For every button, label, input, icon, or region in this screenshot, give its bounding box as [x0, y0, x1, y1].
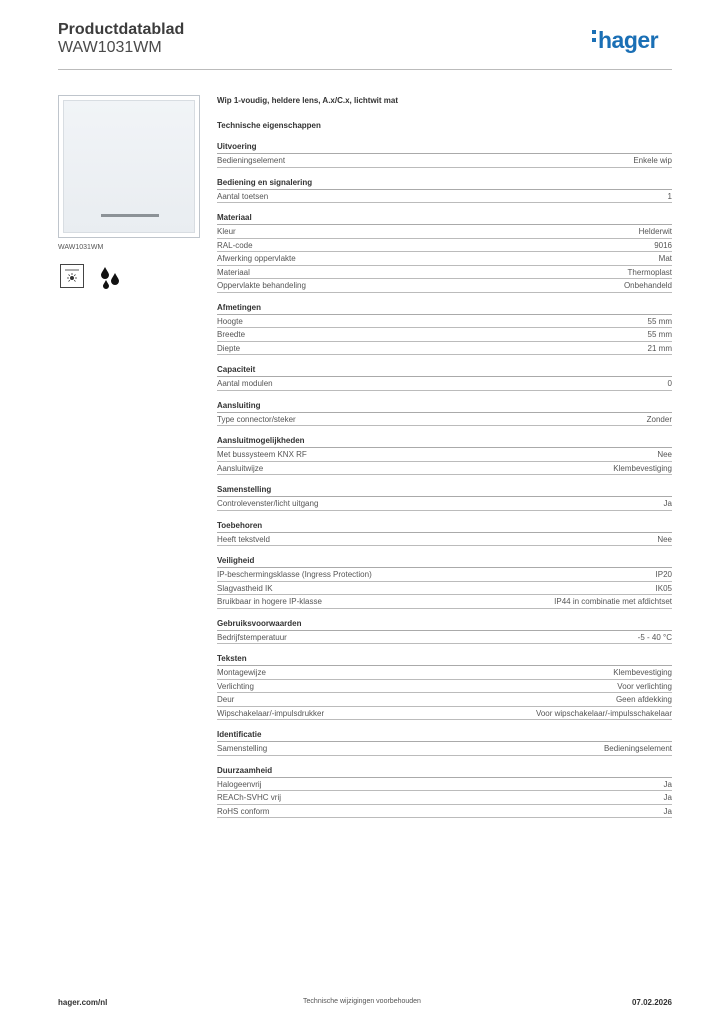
spec-label: RoHS conform: [217, 806, 270, 816]
spec-label: Heeft tekstveld: [217, 534, 270, 544]
spec-row: [217, 582, 672, 596]
spec-section: [217, 765, 672, 819]
section-title: Veiligheid: [217, 555, 672, 568]
spec-label: Samenstelling: [217, 744, 268, 753]
spec-row: [217, 805, 672, 819]
indoor-light-icon: [60, 264, 84, 288]
spec-label: Verlichting: [217, 681, 254, 691]
spec-label: Oppervlakte behandeling: [217, 281, 306, 290]
spec-value: 21 mm: [647, 343, 672, 353]
product-description: Wip 1-voudig, heldere lens, A.x/C.x, lichtwit mat: [217, 96, 398, 105]
section-title: Capaciteit: [217, 364, 672, 377]
spec-label: Bruikbaar in hogere IP-klasse: [217, 597, 322, 606]
spec-value: Helderwit: [638, 227, 672, 236]
spec-label: Slagvastheid IK: [217, 583, 273, 593]
spec-label: RAL-code: [217, 240, 253, 250]
spec-section: [217, 302, 672, 356]
spec-value: IP20: [655, 570, 672, 579]
footer-date: 07.02.2026: [631, 998, 672, 1007]
spec-label: Met bussysteem KNX RF: [217, 450, 307, 459]
section-title: Duurzaamheid: [217, 765, 672, 778]
spec-label: Kleur: [217, 227, 236, 236]
spec-section: [217, 212, 672, 293]
section-title: Teksten: [217, 653, 672, 666]
header-divider: [58, 69, 672, 70]
section-title: Uitvoering: [217, 141, 672, 154]
spec-row: [217, 631, 672, 645]
product-image: [58, 95, 200, 238]
spec-row: [217, 266, 672, 280]
spec-row: [217, 707, 672, 721]
spec-label: Materiaal: [217, 267, 250, 277]
spec-value: Klembevestiging: [613, 463, 672, 473]
spec-row: [217, 680, 672, 694]
spec-section: [217, 653, 672, 720]
spec-row: [217, 693, 672, 707]
product-code: WAW1031WM: [58, 39, 162, 56]
switch-plate: [63, 100, 195, 233]
spec-label: Type connector/steker: [217, 414, 296, 424]
section-title: Toebehoren: [217, 520, 672, 533]
spec-value: IK05: [655, 583, 672, 593]
spec-value: 9016: [654, 240, 672, 250]
spec-label: Halogeenvrij: [217, 779, 262, 789]
spec-row: [217, 568, 672, 582]
spec-value: Zonder: [646, 414, 672, 424]
spec-row: [217, 497, 672, 511]
section-title: Aansluiting: [217, 400, 672, 413]
spec-row: [217, 252, 672, 266]
spec-row: [217, 413, 672, 427]
spec-label: Breedte: [217, 330, 246, 339]
spec-value: Ja: [663, 499, 672, 508]
logo-mark-icon: [592, 30, 596, 46]
footer-disclaimer: Technische wijzigingen voorbehouden: [303, 998, 421, 1005]
spec-label: Wipschakelaar/-impulsdrukker: [217, 708, 325, 718]
spec-section: [217, 484, 672, 511]
spec-row: [217, 239, 672, 253]
spec-row: [217, 190, 672, 204]
spec-value: Bedieningselement: [603, 744, 672, 753]
spec-label: Aansluitwijze: [217, 463, 264, 473]
spec-label: Aantal toetsen: [217, 191, 269, 201]
image-caption: WAW1031WM: [58, 244, 104, 251]
spec-section: [217, 400, 672, 427]
indicator-lens: [101, 214, 159, 217]
section-title: Gebruiksvoorwaarden: [217, 618, 672, 631]
spec-row: [217, 154, 672, 168]
spec-section: [217, 141, 672, 168]
spec-label: Diepte: [217, 343, 241, 353]
spec-label: Controlevenster/licht uitgang: [217, 499, 319, 508]
page-title: Productdatablad: [58, 21, 185, 38]
spec-value: Klembevestiging: [613, 668, 672, 677]
spec-value: Onbehandeld: [623, 281, 672, 290]
spec-value: 55 mm: [647, 330, 672, 339]
spec-value: Ja: [663, 806, 672, 816]
spec-row: [217, 742, 672, 756]
spec-content: [217, 96, 672, 827]
tech-properties-title: Technische eigenschappen: [217, 121, 321, 130]
spec-section: [217, 435, 672, 475]
section-title: Aansluitmogelijkheden: [217, 435, 672, 448]
spec-value: Voor wipschakelaar/-impulsschakelaar: [535, 708, 672, 718]
section-title: Afmetingen: [217, 302, 672, 315]
section-title: Bediening en signalering: [217, 177, 672, 190]
spec-value: -5 - 40 °C: [637, 632, 672, 642]
spec-row: [217, 533, 672, 547]
spec-label: Bedieningselement: [217, 156, 286, 165]
spec-section: [217, 177, 672, 204]
spec-row: [217, 666, 672, 680]
spec-value: Geen afdekking: [615, 695, 672, 704]
spec-row: [217, 328, 672, 342]
spec-value: Enkele wip: [633, 156, 672, 165]
section-title: Materiaal: [217, 212, 672, 225]
water-drops-icon: [97, 264, 121, 288]
spec-label: Hoogte: [217, 316, 243, 326]
spec-row: [217, 279, 672, 293]
hager-logo[interactable]: [592, 27, 658, 54]
spec-label: Afwerking oppervlakte: [217, 254, 296, 263]
spec-label: REACh-SVHC vrij: [217, 793, 282, 802]
spec-value: Ja: [663, 793, 672, 802]
logo-text: hager: [598, 27, 659, 53]
spec-value: Nee: [657, 534, 672, 544]
spec-label: Deur: [217, 695, 235, 704]
section-title: Samenstelling: [217, 484, 672, 497]
spec-section: [217, 729, 672, 756]
spec-row: [217, 778, 672, 792]
spec-row: [217, 225, 672, 239]
spec-section: [217, 520, 672, 547]
spec-row: [217, 448, 672, 462]
spec-value: 1: [667, 191, 672, 201]
spec-value: 55 mm: [647, 316, 672, 326]
spec-row: [217, 595, 672, 609]
spec-label: Montagewijze: [217, 668, 266, 677]
spec-value: Ja: [663, 779, 672, 789]
spec-label: IP-beschermingsklasse (Ingress Protection): [217, 570, 372, 579]
spec-section: [217, 555, 672, 609]
spec-row: [217, 791, 672, 805]
section-title: Identificatie: [217, 729, 672, 742]
spec-row: [217, 342, 672, 356]
spec-value: 0: [667, 379, 672, 388]
spec-value: Voor verlichting: [617, 681, 672, 691]
spec-row: [217, 462, 672, 476]
footer-website-link[interactable]: hager.com/nl: [58, 998, 108, 1007]
spec-label: Aantal modulen: [217, 379, 273, 388]
spec-row: [217, 315, 672, 329]
spec-section: [217, 364, 672, 391]
spec-label: Bedrijfstemperatuur: [217, 632, 287, 642]
spec-sections: [217, 141, 672, 818]
spec-value: IP44 in combinatie met afdichtset: [554, 597, 672, 606]
spec-value: Mat: [658, 254, 672, 263]
spec-row: [217, 377, 672, 391]
spec-section: [217, 618, 672, 645]
spec-value: Nee: [657, 450, 672, 459]
spec-value: Thermoplast: [627, 267, 672, 277]
